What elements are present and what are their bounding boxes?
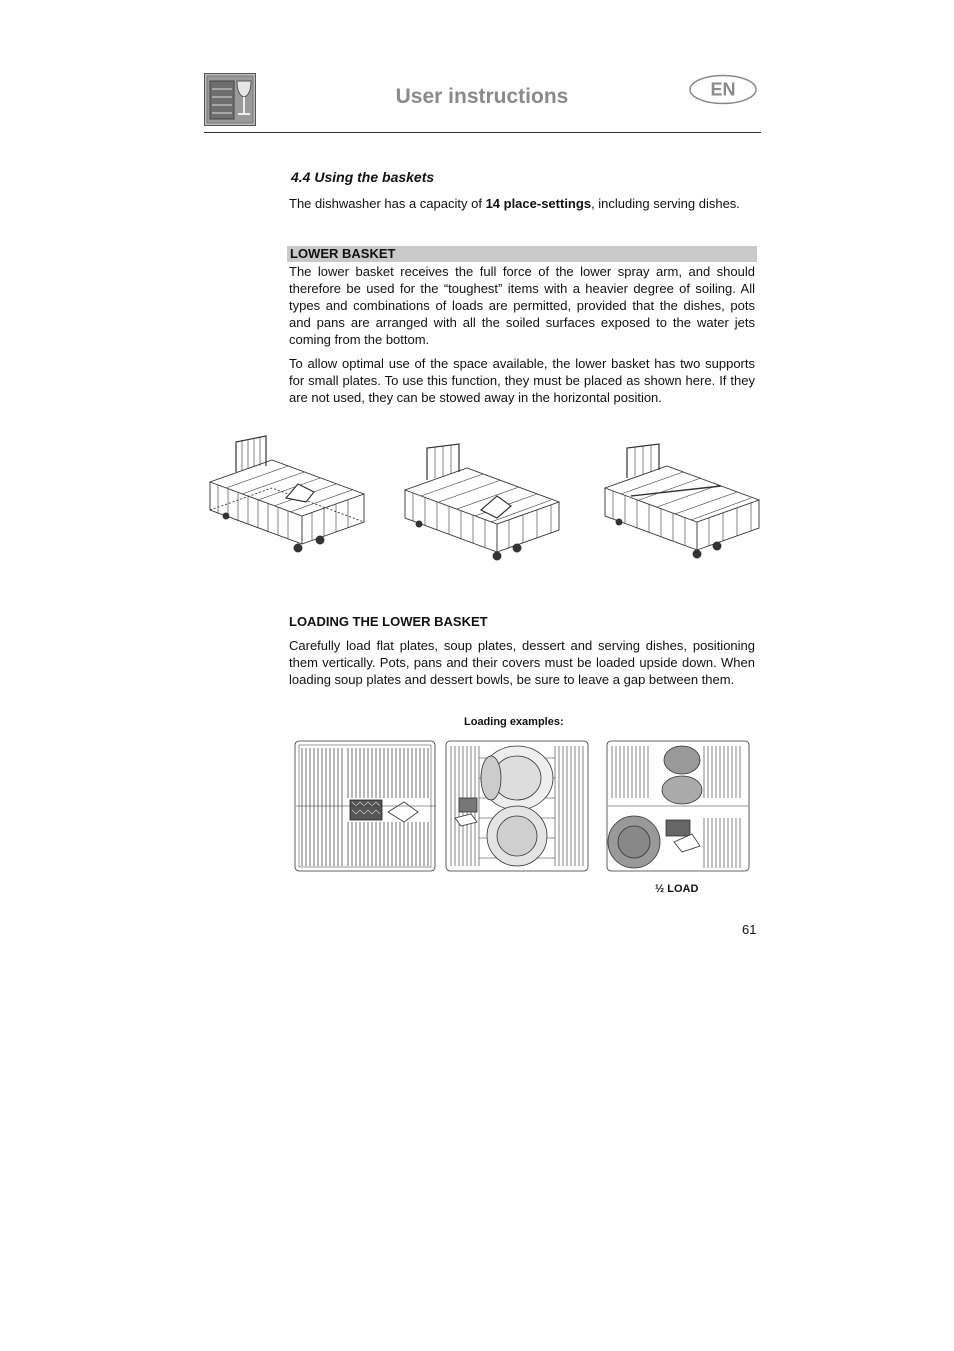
section-title: 4.4 Using the baskets	[291, 169, 435, 185]
loading-examples-caption: Loading examples:	[464, 716, 564, 728]
serving-dishes-load-icon	[443, 738, 591, 874]
page-number: 61	[742, 922, 757, 937]
intro-paragraph: The dishwasher has a capacity of 14 place-settings, including serving dishes.	[289, 196, 740, 211]
language-badge	[688, 73, 758, 106]
language-code: EN	[710, 79, 736, 100]
full-load-plates-icon	[292, 738, 440, 874]
loading-paragraph: Carefully load flat plates, soup plates, dessert and serving dishes, positioning them vertically. Pots, pans and their covers must be loaded upside down. When loading soup plates and dessert bowls, be sure to leave a gap between them.	[289, 638, 755, 687]
half-load-icon	[604, 738, 752, 874]
lower-basket-paragraph-2: To allow optimal use of the space available, the lower basket has two supports for small plates. To use this function, they must be placed as shown here. If they are not used, they can be stowed away in the horizontal position.	[289, 356, 755, 405]
loading-heading: LOADING THE LOWER BASKET	[289, 614, 488, 629]
half-load-caption: ½ LOAD	[655, 883, 699, 895]
basket-support-stowed-icon	[601, 432, 763, 570]
lower-basket-heading: LOWER BASKET	[290, 246, 396, 261]
basket-support-raising-icon	[206, 432, 368, 570]
lower-basket-paragraph-1: The lower basket receives the full force of the lower spray arm, and should therefore be used for the “toughest” items with a heavier degree of soiling. All types and combinations of loads are permitted, provided that the dishes, pots and pans are arranged with all the soiled surfaces exposed to the water jets coming from the bottom.	[289, 264, 755, 347]
basket-support-lowering-icon	[401, 432, 563, 570]
page-header-title: User instructions	[395, 85, 569, 108]
dishwasher-glass-logo-icon	[204, 73, 256, 126]
header-divider	[204, 132, 761, 133]
